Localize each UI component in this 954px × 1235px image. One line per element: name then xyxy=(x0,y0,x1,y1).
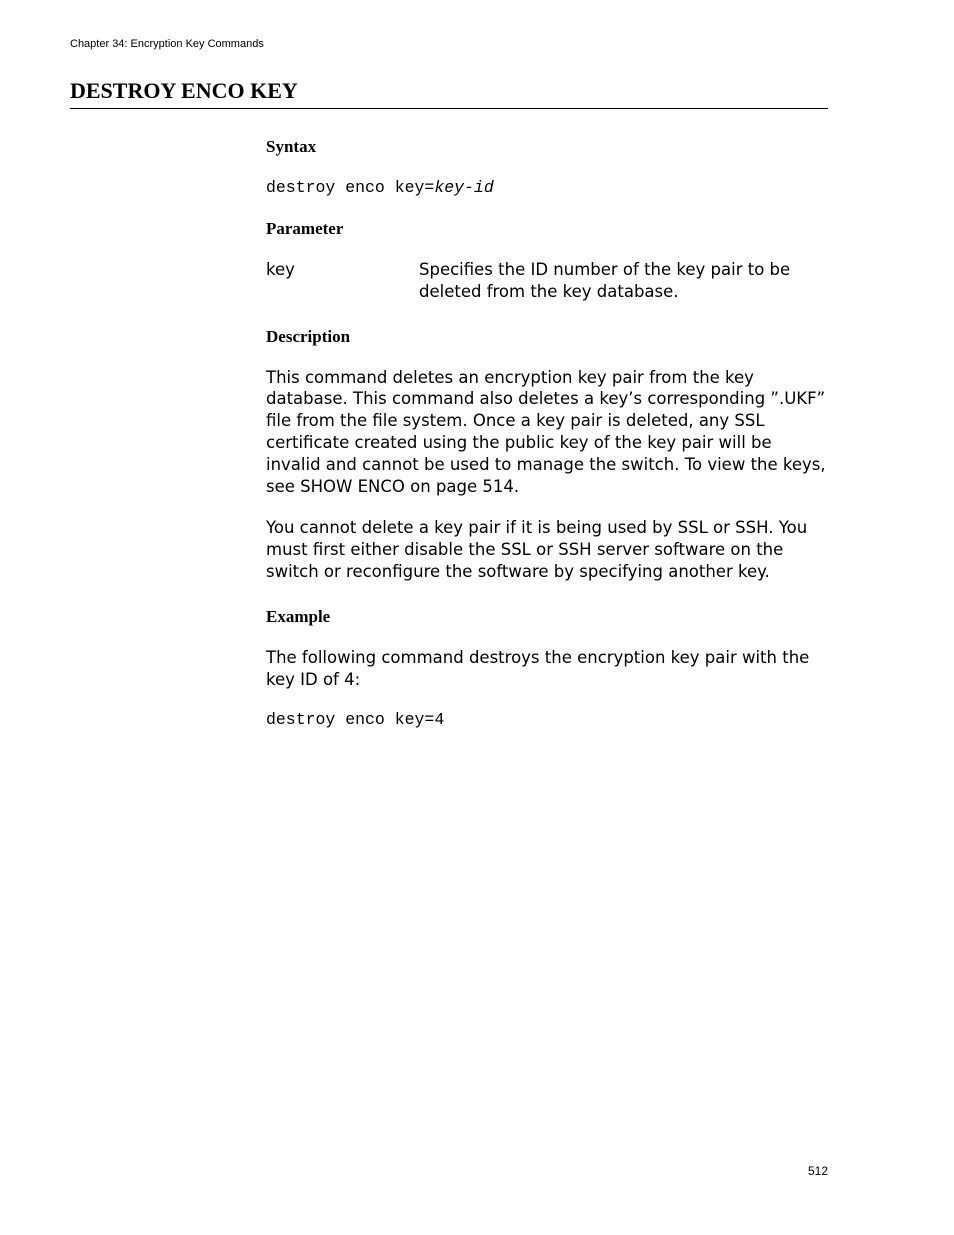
description-heading: Description xyxy=(266,326,351,346)
page-title: DESTROY ENCO KEY xyxy=(70,78,828,109)
example-text: The following command destroys the encryption key pair with the key ID of 4: xyxy=(266,647,810,689)
parameter-name: key xyxy=(266,260,295,279)
content-body xyxy=(266,136,828,731)
description-paragraph: You cannot delete a key pair if it is being used by SSL or SSH. You must first either disable the SSL or SSH server software on the switch or reconfigure the software by specifying another key. xyxy=(266,518,808,581)
example-command: destroy enco key=4 xyxy=(266,710,445,730)
parameter-heading: Parameter xyxy=(266,219,344,238)
syntax-command-prefix: destroy enco key= xyxy=(266,178,435,197)
page-number: 512 xyxy=(807,1164,828,1178)
parameter-description: Specifies the ID number of the key pair to be deleted from the key database. xyxy=(419,260,791,301)
running-header: Chapter 34: Encryption Key Commands xyxy=(70,38,264,50)
example-heading: Example xyxy=(266,606,331,626)
syntax-heading: Syntax xyxy=(266,137,317,156)
description-paragraph: This command deletes an encryption key pair from the key database. This command also deletes a key’s corresponding ”.UKF” file from the file system. Once a key pair is deleted, any SSL certificate created using the public key of the key pair will be invalid and cannot be used to manage the switch. To view the keys, see SHOW ENCO on page 514. xyxy=(266,367,826,496)
syntax-command-arg: key-id xyxy=(434,178,494,197)
syntax-command xyxy=(266,177,828,199)
parameter-row xyxy=(266,259,828,303)
